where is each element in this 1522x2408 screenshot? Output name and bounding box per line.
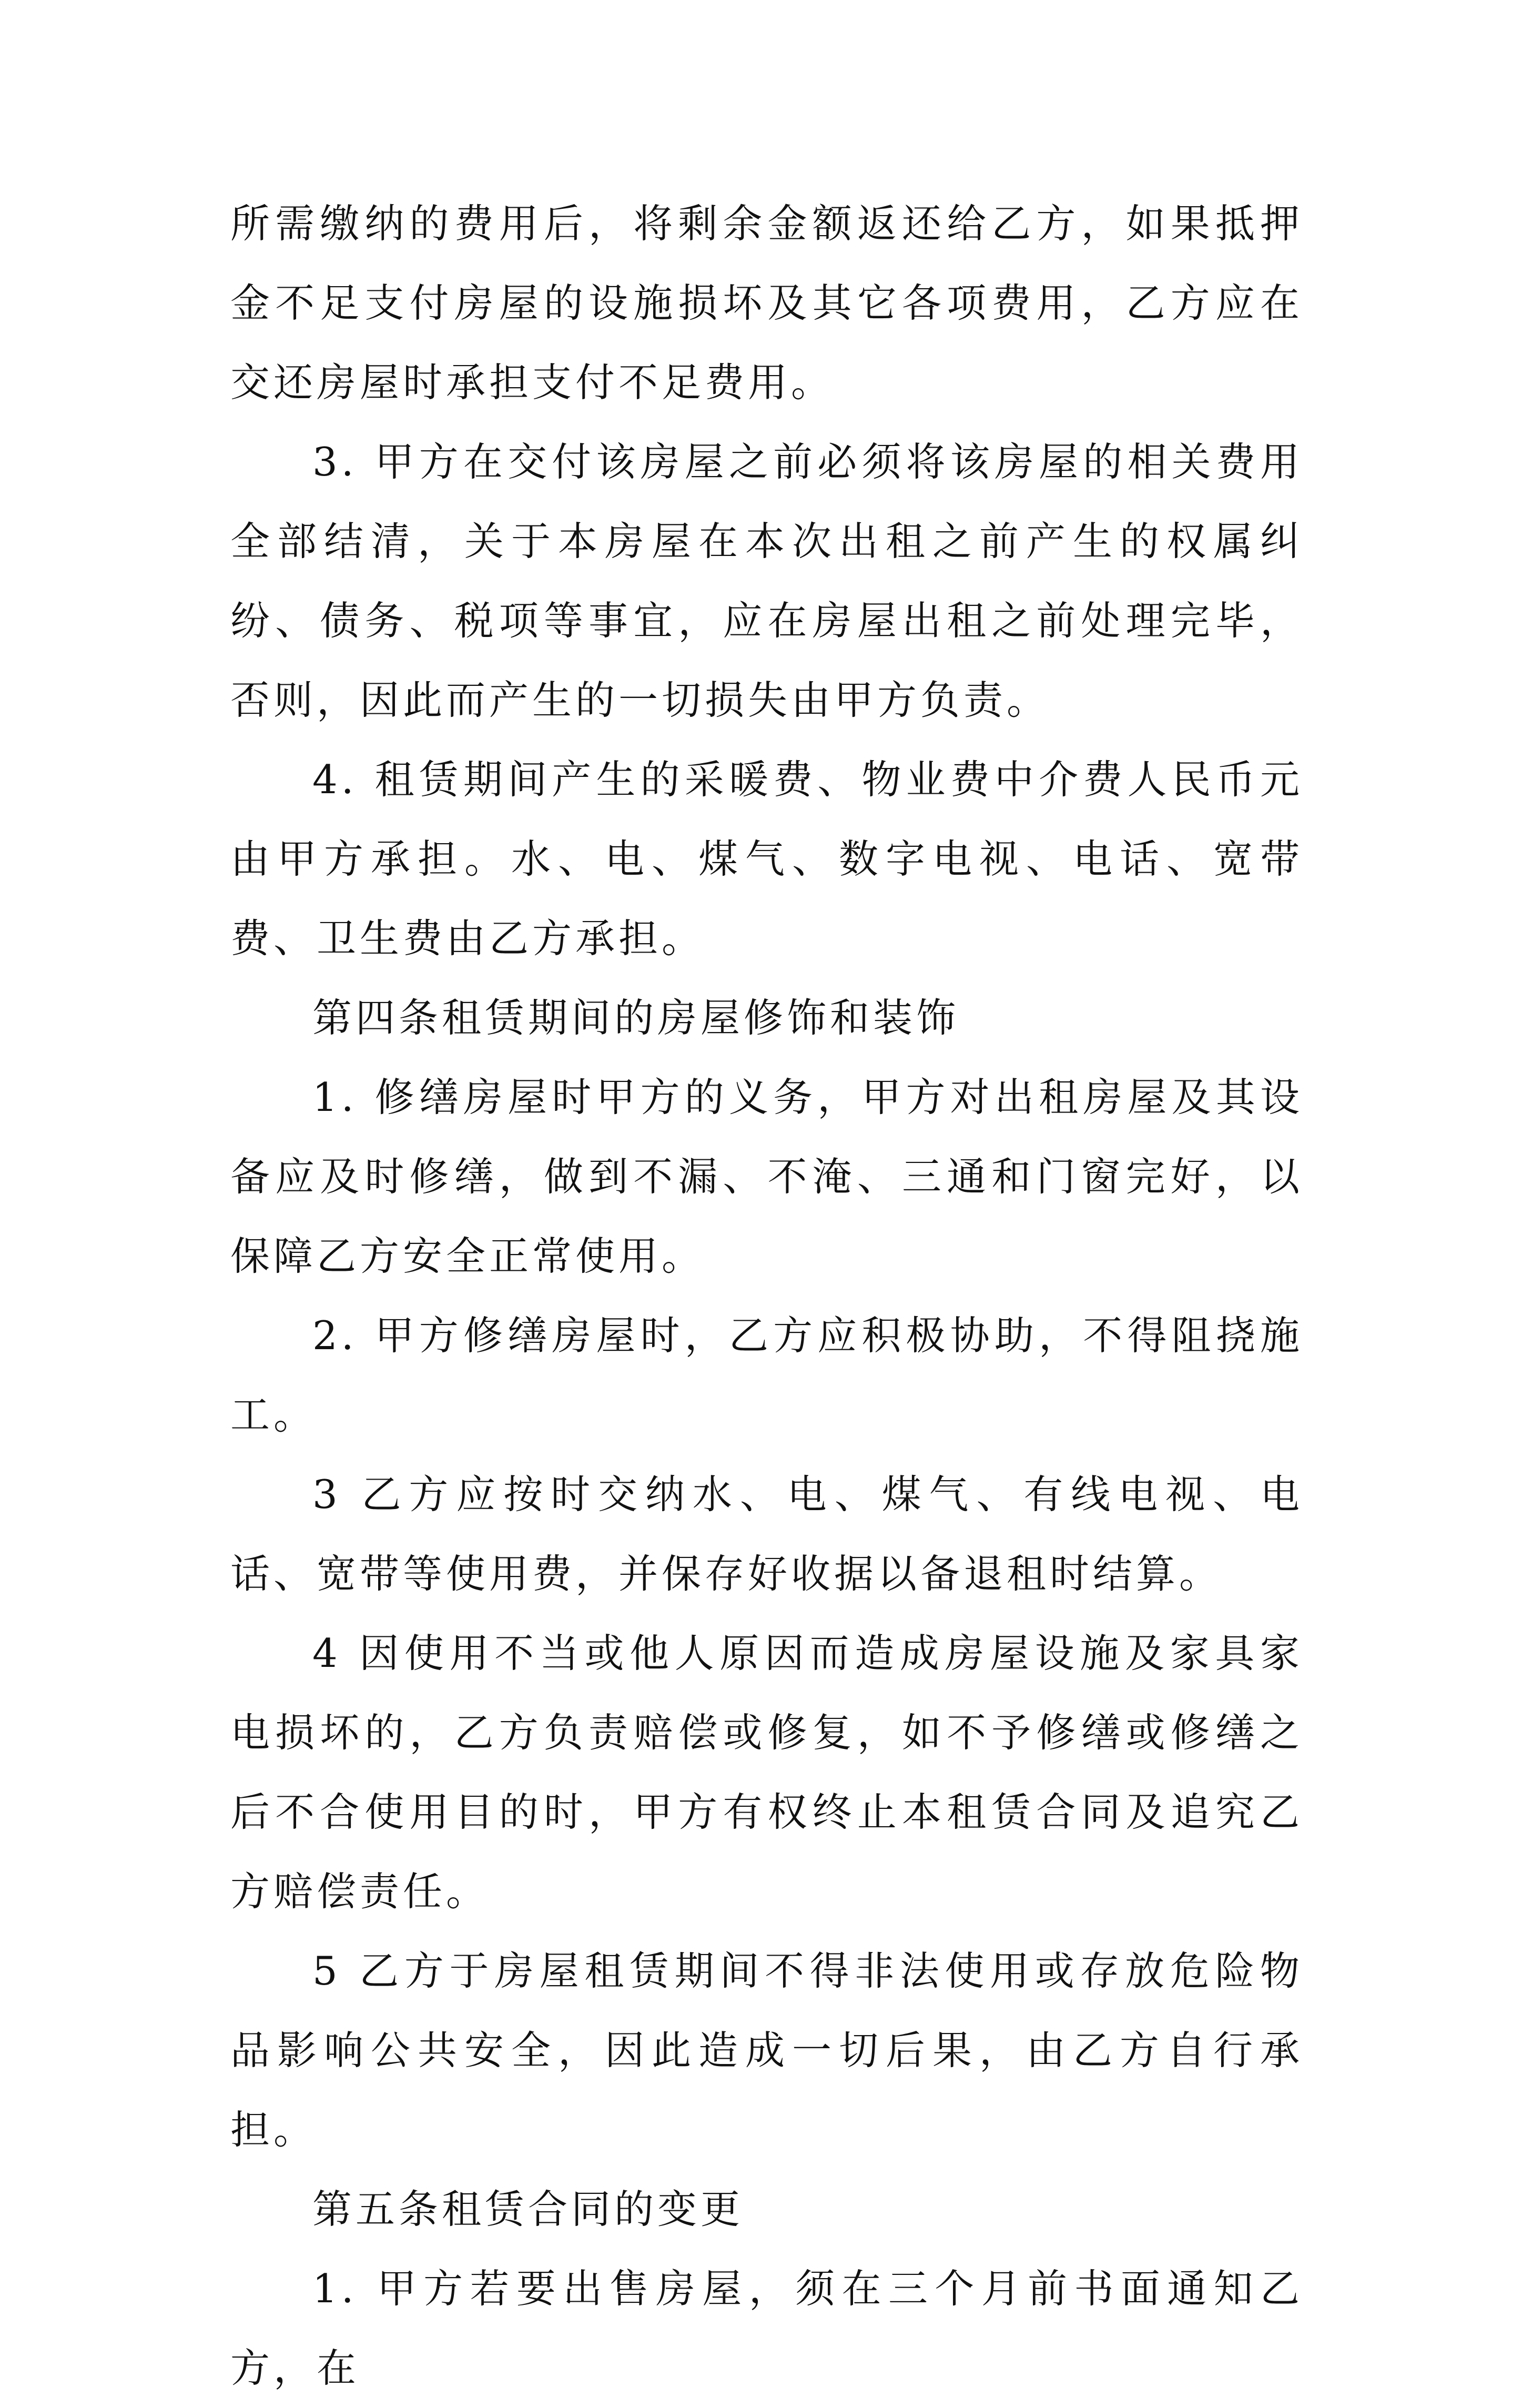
paragraph-deposit-continuation: 所需缴纳的费用后，将剩余金额返还给乙方，如果抵押金不足支付房屋的设施损坏及其它各项费用，乙方应在交还房屋时承担支付不足费用。 (230, 200, 1303, 406)
paragraph-clause-4-3: 3 乙方应按时交纳水、电、煤气、有线电视、电话、宽带等使用费，并保存好收据以备退租时结算。 (230, 1471, 1303, 1597)
paragraph-clause-3-4: 4. 租赁期间产生的采暖费、物业费中介费人民币元由甲方承担。水、电、煤气、数字电视、电话、宽带费、卫生费由乙方承担。 (230, 756, 1303, 962)
paragraph-clause-5-1: 1. 甲方若要出售房屋，须在三个月前书面通知乙方，在 (230, 2265, 1303, 2391)
paragraph-clause-3-3: 3. 甲方在交付该房屋之前必须将该房屋的相关费用全部结清，关于本房屋在本次出租之前产生的权属纠纷、债务、税项等事宜，应在房屋出租之前处理完毕，否则，因此而产生的一切损失由甲方负责。 (230, 439, 1303, 723)
document-body (230, 184, 1303, 2408)
paragraph-clause-4-2: 2. 甲方修缮房屋时，乙方应积极协助，不得阻挠施工。 (230, 1312, 1303, 1438)
paragraph-clause-4-5: 5 乙方于房屋租赁期间不得非法使用或存放危险物品影响公共安全，因此造成一切后果，由乙方自行承担。 (230, 1948, 1303, 2153)
section-heading-article-5: 第五条租赁合同的变更 (312, 2186, 744, 2232)
paragraph-clause-4-4: 4 因使用不当或他人原因而造成房屋设施及家具家电损坏的，乙方负责赔偿或修复，如不予修缮或修缮之后不合使用目的时，甲方有权终止本租赁合同及追究乙方赔偿责任。 (230, 1630, 1303, 1915)
section-heading-article-4: 第四条租赁期间的房屋修饰和装饰 (312, 995, 960, 1041)
paragraph-clause-4-1: 1. 修缮房屋时甲方的义务，甲方对出租房屋及其设备应及时修缮，做到不漏、不淹、三通和门窗完好，以保障乙方安全正常使用。 (230, 1074, 1303, 1279)
